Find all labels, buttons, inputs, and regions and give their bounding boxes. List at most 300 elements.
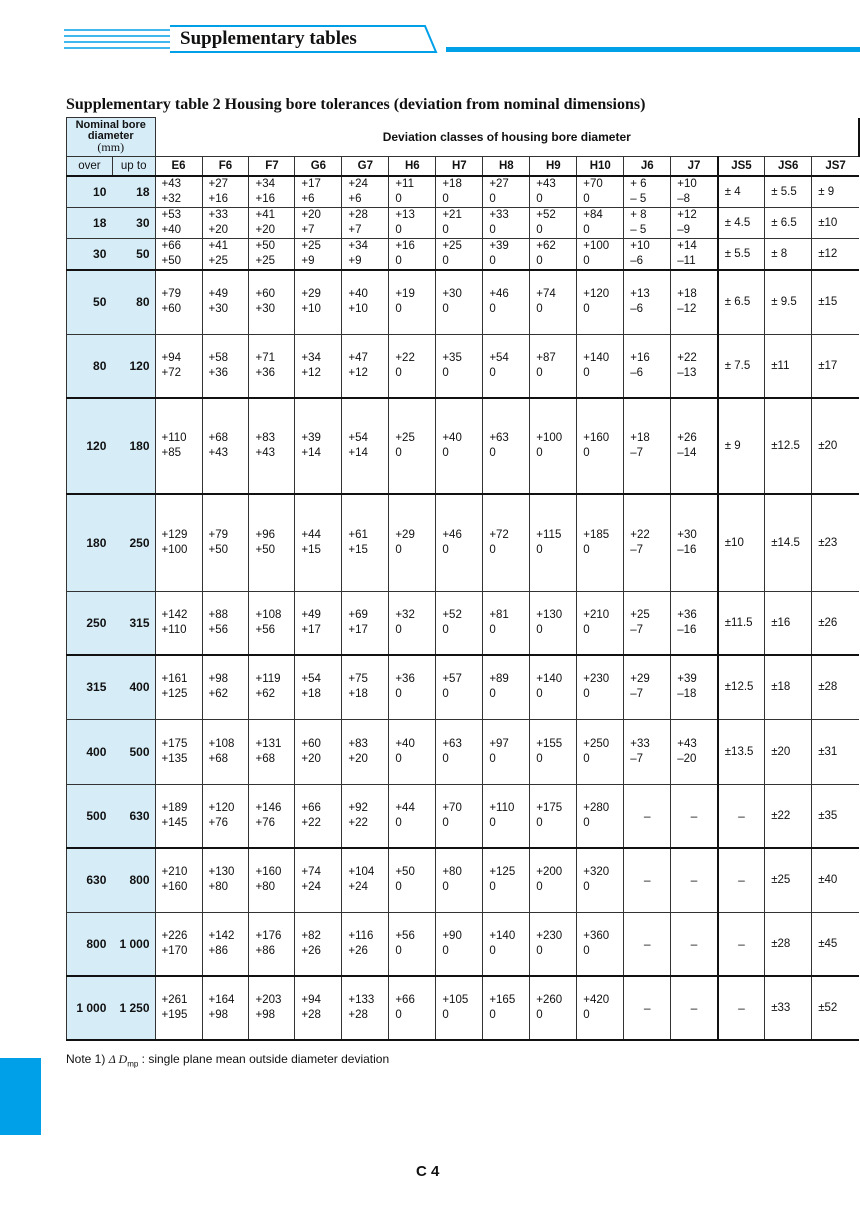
upper-deviation: +17 — [301, 178, 321, 190]
lower-deviation: +12 — [348, 366, 368, 379]
lower-deviation: +25 — [208, 255, 229, 267]
column-header-f6: F6 — [202, 157, 249, 177]
lower-deviation: 0 — [395, 688, 402, 701]
column-header-e6: E6 — [155, 157, 202, 177]
lower-deviation: 0 — [583, 366, 590, 379]
upper-deviation: +50 — [255, 240, 275, 252]
table-row — [67, 176, 860, 208]
deviation-cell-g6 — [295, 239, 342, 271]
table-row — [67, 784, 860, 848]
lower-deviation: +98 — [208, 1009, 229, 1021]
upper-deviation: +50 — [395, 866, 415, 879]
deviation-cell-js5: ± 6.5 — [718, 270, 765, 334]
note-prefix: Note 1) — [66, 1052, 106, 1066]
lower-deviation: 0 — [536, 447, 543, 459]
lower-deviation: +25 — [255, 255, 275, 267]
lower-deviation: +170 — [161, 944, 188, 957]
lower-deviation: 0 — [395, 1009, 402, 1021]
lower-deviation: +85 — [161, 447, 182, 459]
lower-deviation: 0 — [536, 193, 543, 205]
upper-deviation: +29 — [301, 288, 321, 301]
deviation-cell-f6 — [202, 270, 249, 334]
deviation-cell-j6 — [624, 591, 671, 655]
upper-deviation: +130 — [208, 866, 235, 879]
upper-deviation: +18 — [442, 178, 462, 190]
deviation-cell-h9 — [530, 270, 577, 334]
upper-deviation: +261 — [161, 994, 188, 1006]
row-over: 10 — [67, 176, 113, 208]
deviation-cell-f6 — [202, 398, 249, 494]
upto-header: up to — [112, 157, 155, 177]
table-row — [67, 848, 860, 912]
lower-deviation: +24 — [301, 881, 321, 894]
upper-deviation: +81 — [489, 608, 509, 621]
deviation-cell-j6 — [624, 655, 671, 719]
lower-deviation: +12 — [301, 366, 321, 379]
upper-deviation: +32 — [395, 608, 415, 621]
upper-deviation: +40 — [442, 432, 462, 444]
lower-deviation: 0 — [442, 543, 449, 556]
deviation-cell-g7 — [342, 591, 389, 655]
deviation-cell-js6: ±20 — [765, 719, 812, 784]
footnote — [66, 1052, 389, 1068]
deviation-cell-js6: ±22 — [765, 784, 812, 848]
upper-deviation: +66 — [301, 801, 321, 814]
deviation-cell-e6 — [155, 719, 202, 784]
deviation-cell-js7: ±40 — [812, 848, 859, 912]
deviation-cell-js7: ±28 — [812, 655, 859, 719]
table-row — [67, 398, 860, 494]
lower-deviation: +15 — [348, 543, 368, 556]
deviation-cell-h7 — [436, 784, 483, 848]
deviation-cell-f7 — [249, 655, 295, 719]
deviation-cell-g7 — [342, 398, 389, 494]
deviation-cell-h6 — [389, 976, 436, 1040]
deviation-cell-h8 — [483, 912, 530, 976]
deviation-cell-f6 — [202, 976, 249, 1040]
upper-deviation: +27 — [208, 178, 229, 190]
lower-deviation: +15 — [301, 543, 321, 556]
lower-deviation: +22 — [348, 816, 368, 829]
lower-deviation: 0 — [489, 447, 496, 459]
deviation-cell-j7: – — [671, 848, 718, 912]
deviation-cell-h6 — [389, 655, 436, 719]
deviation-cell-j7 — [671, 270, 718, 334]
column-header-js6: JS6 — [765, 157, 812, 177]
lower-deviation: 0 — [395, 623, 402, 636]
column-header-h8: H8 — [483, 157, 530, 177]
deviation-cell-f7 — [249, 270, 295, 334]
deviation-cell-h6 — [389, 270, 436, 334]
over-header: over — [67, 157, 113, 177]
upper-deviation: +40 — [395, 737, 415, 750]
upper-deviation: +68 — [208, 432, 229, 444]
lower-deviation: 0 — [536, 752, 543, 765]
upper-deviation: +19 — [395, 288, 415, 301]
lower-deviation: +6 — [301, 193, 315, 205]
deviation-cell-g6 — [295, 655, 342, 719]
deviation-cell-h7 — [436, 494, 483, 591]
deviation-cell-j7: – — [671, 976, 718, 1040]
deviation-cell-h7 — [436, 848, 483, 912]
upper-deviation: +66 — [395, 994, 415, 1006]
deviation-cell-js5: ±13.5 — [718, 719, 765, 784]
deviation-cell-js5: – — [718, 784, 765, 848]
lower-deviation: 0 — [583, 447, 590, 459]
upper-deviation: +27 — [489, 178, 509, 190]
deviation-cell-h9 — [530, 239, 577, 271]
deviation-cell-h10 — [577, 176, 624, 208]
deviation-cell-h9 — [530, 591, 577, 655]
row-upto: 500 — [112, 719, 155, 784]
deviation-cell-js5: ± 4 — [718, 176, 765, 208]
upper-deviation: +54 — [301, 673, 321, 686]
upper-deviation: +155 — [536, 737, 563, 750]
lower-deviation: +32 — [161, 193, 182, 205]
deviation-cell-h8 — [483, 239, 530, 271]
deviation-cell-g7 — [342, 334, 389, 398]
deviation-cell-h8 — [483, 208, 530, 239]
deviation-cell-js5: ±10 — [718, 494, 765, 591]
upper-deviation: +74 — [536, 288, 556, 301]
deviation-cell-h7 — [436, 176, 483, 208]
deviation-cell-g6 — [295, 976, 342, 1040]
lower-deviation: +7 — [301, 224, 315, 236]
lower-deviation: –11 — [677, 255, 696, 267]
row-upto: 400 — [112, 655, 155, 719]
upper-deviation: +92 — [348, 801, 368, 814]
lower-deviation: –8 — [677, 193, 691, 205]
lower-deviation: +36 — [255, 366, 275, 379]
deviation-cell-f6 — [202, 655, 249, 719]
lower-deviation: +160 — [161, 881, 188, 894]
upper-deviation: +175 — [536, 801, 563, 814]
upper-deviation: +94 — [301, 994, 321, 1006]
deviation-cell-h6 — [389, 784, 436, 848]
upper-deviation: +142 — [161, 608, 188, 621]
lower-deviation: 0 — [583, 193, 590, 205]
upper-deviation: +25 — [395, 432, 415, 444]
lower-deviation: 0 — [442, 623, 449, 636]
lower-deviation: 0 — [489, 303, 496, 316]
deviation-cell-j7: – — [671, 784, 718, 848]
deviation-cell-h10 — [577, 334, 624, 398]
deviation-cell-js7: ± 9 — [812, 176, 859, 208]
deviation-cell-j6 — [624, 719, 671, 784]
deviation-cell-h8 — [483, 270, 530, 334]
upper-deviation: +280 — [583, 801, 610, 814]
lower-deviation: 0 — [536, 1009, 543, 1021]
section-title: Supplementary tables — [180, 28, 357, 49]
lower-deviation: 0 — [442, 688, 449, 701]
upper-deviation: +44 — [395, 801, 415, 814]
column-header-h9: H9 — [530, 157, 577, 177]
deviation-cell-e6 — [155, 976, 202, 1040]
upper-deviation: +230 — [536, 929, 563, 942]
lower-deviation: –18 — [677, 688, 697, 701]
upper-deviation: +28 — [348, 209, 368, 221]
upper-deviation: +100 — [536, 432, 563, 444]
upper-deviation: +60 — [301, 737, 321, 750]
lower-deviation: 0 — [536, 881, 543, 894]
upper-deviation: +25 — [630, 608, 650, 621]
deviation-cell-h7 — [436, 334, 483, 398]
upper-deviation: +46 — [442, 528, 462, 541]
deviation-cell-h6 — [389, 494, 436, 591]
lower-deviation: 0 — [536, 303, 543, 316]
deviation-cell-h6 — [389, 208, 436, 239]
table-row — [67, 591, 860, 655]
upper-deviation: +13 — [395, 209, 415, 221]
deviation-cell-js6: ± 6.5 — [765, 208, 812, 239]
upper-deviation: +420 — [583, 994, 610, 1006]
deviation-cell-h10 — [577, 976, 624, 1040]
upper-deviation: +72 — [489, 528, 509, 541]
upper-deviation: +36 — [395, 673, 415, 686]
deviation-cell-js6: ±28 — [765, 912, 812, 976]
upper-deviation: +33 — [489, 209, 509, 221]
deviation-cell-j7 — [671, 208, 718, 239]
upper-deviation: +226 — [161, 929, 188, 942]
upper-deviation: +165 — [489, 994, 516, 1006]
row-over: 18 — [67, 208, 113, 239]
lower-deviation: 0 — [583, 543, 590, 556]
upper-deviation: +185 — [583, 528, 610, 541]
deviation-cell-h8 — [483, 398, 530, 494]
upper-deviation: +79 — [208, 528, 229, 541]
upper-deviation: +260 — [536, 994, 563, 1006]
lower-deviation: 0 — [395, 944, 402, 957]
deviation-cell-h8 — [483, 784, 530, 848]
lower-deviation: –20 — [677, 752, 697, 765]
row-over: 630 — [67, 848, 113, 912]
upper-deviation: + 6 — [630, 178, 647, 190]
lower-deviation: 0 — [536, 366, 543, 379]
deviation-cell-h7 — [436, 912, 483, 976]
lower-deviation: 0 — [442, 255, 449, 267]
upper-deviation: +82 — [301, 929, 321, 942]
upper-deviation: +203 — [255, 994, 282, 1006]
lower-deviation: 0 — [395, 447, 402, 459]
lower-deviation: +6 — [348, 193, 362, 205]
lower-deviation: +28 — [348, 1009, 368, 1021]
deviation-cell-j6 — [624, 494, 671, 591]
lower-deviation: +30 — [255, 303, 275, 316]
deviation-cell-f6 — [202, 494, 249, 591]
upper-deviation: +105 — [442, 994, 469, 1006]
lower-deviation: –9 — [677, 224, 691, 236]
deviation-cell-e6 — [155, 655, 202, 719]
deviation-cell-f7 — [249, 239, 295, 271]
table-row — [67, 655, 860, 719]
lower-deviation: +14 — [301, 447, 321, 459]
deviation-cell-g7 — [342, 176, 389, 208]
lower-deviation: +20 — [208, 224, 229, 236]
deviation-cell-h9 — [530, 719, 577, 784]
lower-deviation: 0 — [442, 447, 449, 459]
header-decoration — [0, 0, 860, 60]
upper-deviation: +29 — [630, 673, 650, 686]
upper-deviation: +29 — [395, 528, 415, 541]
table-row — [67, 719, 860, 784]
deviation-cell-f6 — [202, 848, 249, 912]
upper-deviation: +83 — [348, 737, 368, 750]
upper-deviation: +52 — [442, 608, 462, 621]
deviation-cell-js7: ±12 — [812, 239, 859, 271]
deviation-cell-h7 — [436, 655, 483, 719]
upper-deviation: +16 — [630, 351, 650, 364]
lower-deviation: 0 — [536, 224, 543, 236]
deviation-cell-f7 — [249, 784, 295, 848]
lower-deviation: +16 — [208, 193, 229, 205]
row-upto: 120 — [112, 334, 155, 398]
row-upto: 18 — [112, 176, 155, 208]
table-row — [67, 976, 860, 1040]
upper-deviation: +39 — [489, 240, 509, 252]
deviation-cell-f7 — [249, 398, 295, 494]
upper-deviation: +34 — [348, 240, 368, 252]
upper-deviation: +140 — [489, 929, 516, 942]
row-upto: 30 — [112, 208, 155, 239]
deviation-cell-f7 — [249, 912, 295, 976]
row-upto: 50 — [112, 239, 155, 271]
upper-deviation: +74 — [301, 866, 321, 879]
upper-deviation: +80 — [442, 866, 462, 879]
nominal-unit: (mm) — [97, 140, 125, 154]
deviation-cell-h7 — [436, 976, 483, 1040]
upper-deviation: +33 — [208, 209, 229, 221]
upper-deviation: +39 — [301, 432, 321, 444]
lower-deviation: +135 — [161, 752, 188, 765]
deviation-cell-h6 — [389, 334, 436, 398]
row-upto: 630 — [112, 784, 155, 848]
deviation-cell-h10 — [577, 239, 624, 271]
deviation-cell-j6 — [624, 334, 671, 398]
deviation-cell-j7 — [671, 591, 718, 655]
deviation-cell-j7: – — [671, 912, 718, 976]
deviation-cell-h9 — [530, 784, 577, 848]
table-header-row — [67, 118, 860, 157]
column-header-h10: H10 — [577, 157, 624, 177]
deviation-cell-h7 — [436, 270, 483, 334]
lower-deviation: +22 — [301, 816, 321, 829]
upper-deviation: +160 — [255, 866, 282, 879]
row-upto: 180 — [112, 398, 155, 494]
upper-deviation: +110 — [489, 801, 515, 814]
lower-deviation: +86 — [208, 944, 229, 957]
upper-deviation: +87 — [536, 351, 556, 364]
deviation-cell-f7 — [249, 591, 295, 655]
deviation-cell-j6 — [624, 398, 671, 494]
upper-deviation: +52 — [536, 209, 556, 221]
deviation-cell-e6 — [155, 494, 202, 591]
deviation-cell-js6: ±33 — [765, 976, 812, 1040]
lower-deviation: 0 — [395, 255, 402, 267]
upper-deviation: +89 — [489, 673, 509, 686]
deviation-cell-h7 — [436, 591, 483, 655]
upper-deviation: +100 — [583, 240, 610, 252]
lower-deviation: +10 — [348, 303, 368, 316]
deviation-cell-h9 — [530, 912, 577, 976]
lower-deviation: 0 — [583, 752, 590, 765]
page-number: C 4 — [416, 1163, 440, 1180]
lower-deviation: –12 — [677, 303, 697, 316]
upper-deviation: +25 — [301, 240, 321, 252]
upper-deviation: +69 — [348, 608, 368, 621]
upper-deviation: +161 — [161, 673, 188, 686]
deviation-cell-f6 — [202, 912, 249, 976]
deviation-cell-js7: ±31 — [812, 719, 859, 784]
row-over: 500 — [67, 784, 113, 848]
upper-deviation: +54 — [348, 432, 368, 444]
upper-deviation: +20 — [301, 209, 321, 221]
lower-deviation: –13 — [677, 366, 697, 379]
lower-deviation: +30 — [208, 303, 229, 316]
deviation-cell-js7: ±52 — [812, 976, 859, 1040]
deviation-cell-g6 — [295, 208, 342, 239]
upper-deviation: +129 — [161, 528, 188, 541]
tolerance-table — [66, 117, 860, 1041]
deviation-cell-js6: ±25 — [765, 848, 812, 912]
deviation-cell-f7 — [249, 848, 295, 912]
table-row — [67, 208, 860, 239]
lower-deviation: 0 — [489, 688, 496, 701]
upper-deviation: +108 — [208, 737, 235, 750]
row-over: 315 — [67, 655, 113, 719]
deviation-cell-js7: ±45 — [812, 912, 859, 976]
upper-deviation: +133 — [348, 994, 375, 1006]
lower-deviation: 0 — [583, 881, 590, 894]
lower-deviation: 0 — [489, 543, 496, 556]
upper-deviation: +70 — [442, 801, 462, 814]
deviation-cell-h9 — [530, 334, 577, 398]
deviation-cell-j7 — [671, 719, 718, 784]
lower-deviation: 0 — [395, 543, 402, 556]
deviation-cell-g6 — [295, 334, 342, 398]
upper-deviation: +164 — [208, 994, 235, 1006]
upper-deviation: +104 — [348, 866, 375, 879]
deviation-cell-g6 — [295, 591, 342, 655]
upper-deviation: +36 — [677, 608, 697, 621]
deviation-cell-e6 — [155, 239, 202, 271]
deviation-cell-g6 — [295, 270, 342, 334]
lower-deviation: 0 — [536, 816, 543, 829]
deviation-cell-h10 — [577, 848, 624, 912]
table-row — [67, 912, 860, 976]
row-over: 1 000 — [67, 976, 113, 1040]
lower-deviation: 0 — [395, 224, 402, 236]
lower-deviation: +80 — [208, 881, 229, 894]
deviation-cell-e6 — [155, 784, 202, 848]
column-header-g6: G6 — [295, 157, 342, 177]
deviation-cell-h9 — [530, 494, 577, 591]
lower-deviation: 0 — [395, 881, 402, 894]
lower-deviation: +76 — [255, 816, 275, 829]
row-upto: 800 — [112, 848, 155, 912]
deviation-cell-e6 — [155, 270, 202, 334]
lower-deviation: 0 — [489, 944, 496, 957]
lower-deviation: +76 — [208, 816, 229, 829]
upper-deviation: +34 — [255, 178, 275, 190]
deviation-cell-h6 — [389, 591, 436, 655]
lower-deviation: –7 — [630, 752, 644, 765]
upper-deviation: +88 — [208, 608, 229, 621]
upper-deviation: +63 — [442, 737, 462, 750]
lower-deviation: 0 — [583, 303, 590, 316]
upper-deviation: +33 — [630, 737, 650, 750]
deviation-cell-f7 — [249, 176, 295, 208]
deviation-cell-h8 — [483, 176, 530, 208]
